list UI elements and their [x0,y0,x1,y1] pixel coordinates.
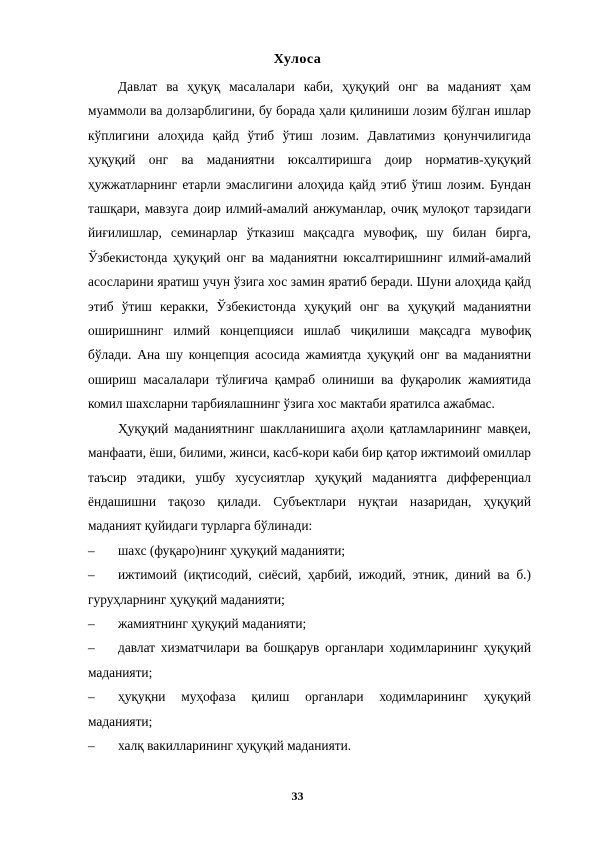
culture-types-list [88,539,531,759]
paragraph-2: Ҳуқуқий маданиятнинг шаклланишига аҳоли қатламларининг мавқеи, манфаати, ёши, билими, жинси, касб-кори каби бир қатор ижтимоий омиллар таъсир этадики, ушбу хусусиятлар ҳуқуқий маданиятга дифференциал ёндашишни тақозо қилади. Субъектлари нуқтаи назаридан, ҳуқуқий маданият қуйидаги турларга бўлинади: [88,420,531,534]
list-item [88,612,531,636]
paragraph-1: Давлат ва ҳуқуқ масалалари каби, ҳуқуқий онг ва маданият ҳам муаммоли ва долзарблигини, бу борада ҳали қилиниши лозим бўлган ишлар кўплигини алоҳида қайд ўтиб ўтиш лозим. Давлатимиз қонунчилигида ҳуқуқий онг ва маданиятни юксалтиришга доир норматив-ҳуқуқий ҳужжатларнинг етарли эмаслигини алоҳида қайд этиб ўтиш лозим. Бундан ташқари, мавзуга доир илмий-амалий анжуманлар, очиқ мулоқот тарзидаги йиғилишлар, семинарлар ўтказиш мақсадга мувофиқ, шу билан бирга, Ўзбекистонда ҳуқуқий онг ва маданиятни юксалтиришнинг илмий-амалий асосларини яратиш учун ўзига хос замин яратиб беради. Шуни алоҳида қайд этиб ўтиш керакки, Ўзбекистонда ҳуқуқий онг ва ҳуқуқий маданиятни оширишнинг илмий концепцияси ишлаб чиқилиши мақсадга мувофиқ бўлади. Ана шу концепция асосида жамиятда ҳуқуқий онг ва маданиятни ошириш масалалари тўлиғича қамраб олиниши ва фуқаролик жамиятида комил шахсларни тарбиялашнинг ўзига хос мактаби яратилса ажабмас. [88,79,531,412]
list-item-text: ижтимоий (иқтисодий, сиёсий, ҳарбий, ижодий, этник, диний ва б.) гуруҳларнинг ҳуқуқий маданияти; [88,567,531,607]
list-item [88,636,531,685]
list-item [88,734,531,758]
document-body [88,75,531,758]
page-number: 33 [291,789,304,803]
list-item-text: давлат хизматчилари ва бошқарув органлари ходимларининг ҳуқуқий маданияти; [88,640,531,680]
list-dash: – [88,689,95,705]
list-item-text: ҳуқуқни муҳофаза қилиш органлари ходимларининг ҳуқуқий маданияти; [88,689,531,729]
list-item [88,539,531,563]
list-item [88,685,531,734]
list-dash: – [88,567,95,583]
list-item-text: шахс (фуқаро)нинг ҳуқуқий маданияти; [118,542,346,558]
list-dash: – [88,615,95,631]
list-item-text: жамиятнинг ҳуқуқий маданияти; [118,615,307,631]
list-item [88,563,531,612]
list-item-text: халқ вакилларининг ҳуқуқий маданияти. [118,737,352,753]
list-dash: – [88,737,95,753]
list-dash: – [88,640,95,656]
list-dash: – [88,542,95,558]
page-title: Хулоса [273,52,322,67]
